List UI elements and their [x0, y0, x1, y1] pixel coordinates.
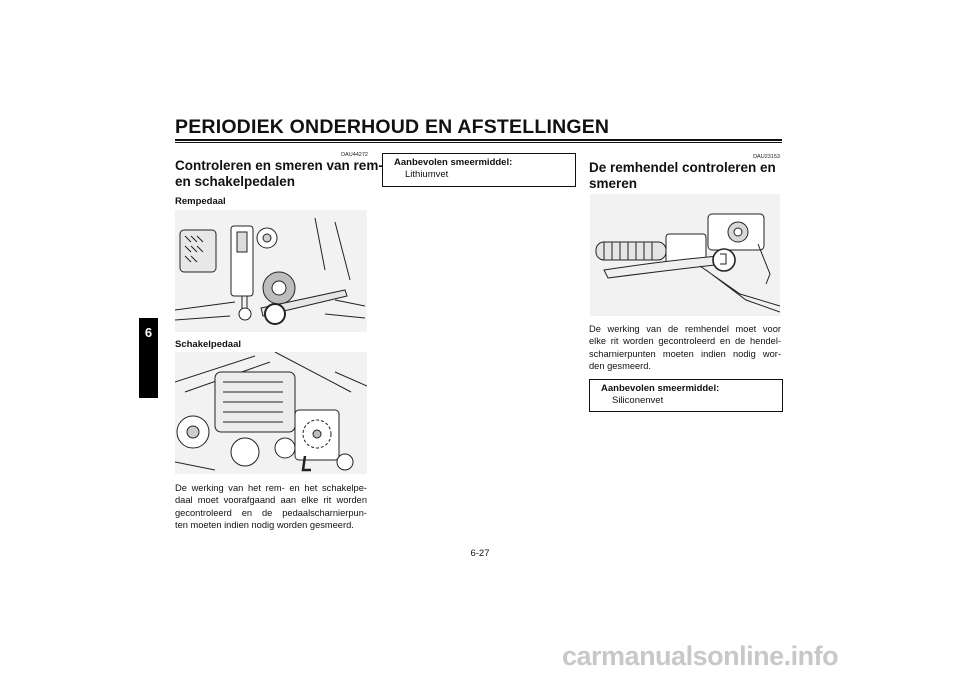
body-line: gecontroleerd en de pedaalscharnierpun- — [175, 507, 367, 518]
body-line: ten moeten indien nodig worden gesmeerd. — [175, 519, 354, 530]
brake-lever-body-text — [589, 323, 781, 372]
note-title: Aanbevolen smeermiddel: — [394, 157, 513, 168]
body-line: scharnierpunten moeten indien nodig wor- — [589, 348, 781, 359]
section-title-brake-lever — [589, 160, 776, 192]
brake-lever-illustration — [590, 194, 780, 316]
section-ref-code: DAU44272 — [341, 152, 368, 158]
body-line: den gesmeerd. — [589, 360, 652, 371]
page-number: 6-27 — [470, 548, 490, 559]
pedals-body-text — [175, 482, 367, 531]
page-header-title: PERIODIEK ONDERHOUD EN AFSTELLINGEN — [175, 116, 610, 138]
section-title-line: smeren — [589, 176, 638, 191]
chapter-tab — [139, 318, 158, 398]
body-line: De werking van de remhendel moet voor — [589, 324, 781, 334]
lubricant-note-box-silicone — [589, 379, 783, 412]
section-title-pedals — [175, 158, 383, 190]
chapter-tab-number: 6 — [144, 325, 153, 340]
note-title: Aanbevolen smeermiddel: — [601, 383, 720, 394]
watermark: carmanualsonline.info — [562, 641, 839, 671]
body-line: elke rit worden gecontroleerd en de hendel- — [589, 336, 781, 347]
lubricant-note-box-lithium — [382, 153, 576, 187]
shift-pedal-heading: Schakelpedaal — [175, 339, 242, 350]
brake-pedal-illustration — [175, 210, 367, 332]
section-title-line: en schakelpedalen — [175, 174, 296, 189]
body-line: daal moet voorafgaand aan elke rit worden — [175, 495, 367, 506]
section-ref-code: DAU23153 — [753, 154, 780, 160]
header-rule — [175, 139, 782, 141]
shift-pedal-illustration — [175, 352, 367, 474]
note-value: Lithiumvet — [405, 169, 449, 180]
shift-pedal-drawing — [175, 352, 367, 474]
body-line: De werking van het rem- en het schakelpe- — [175, 483, 367, 493]
section-title-line: Controleren en smeren van rem- — [175, 158, 383, 173]
header-rule-thin — [175, 142, 782, 143]
brake-pedal-drawing — [175, 210, 367, 332]
brake-pedal-heading: Rempedaal — [175, 196, 226, 207]
section-title-line: De remhendel controleren en — [589, 160, 776, 175]
brake-lever-drawing — [590, 194, 780, 316]
note-value: Siliconenvet — [612, 395, 664, 406]
